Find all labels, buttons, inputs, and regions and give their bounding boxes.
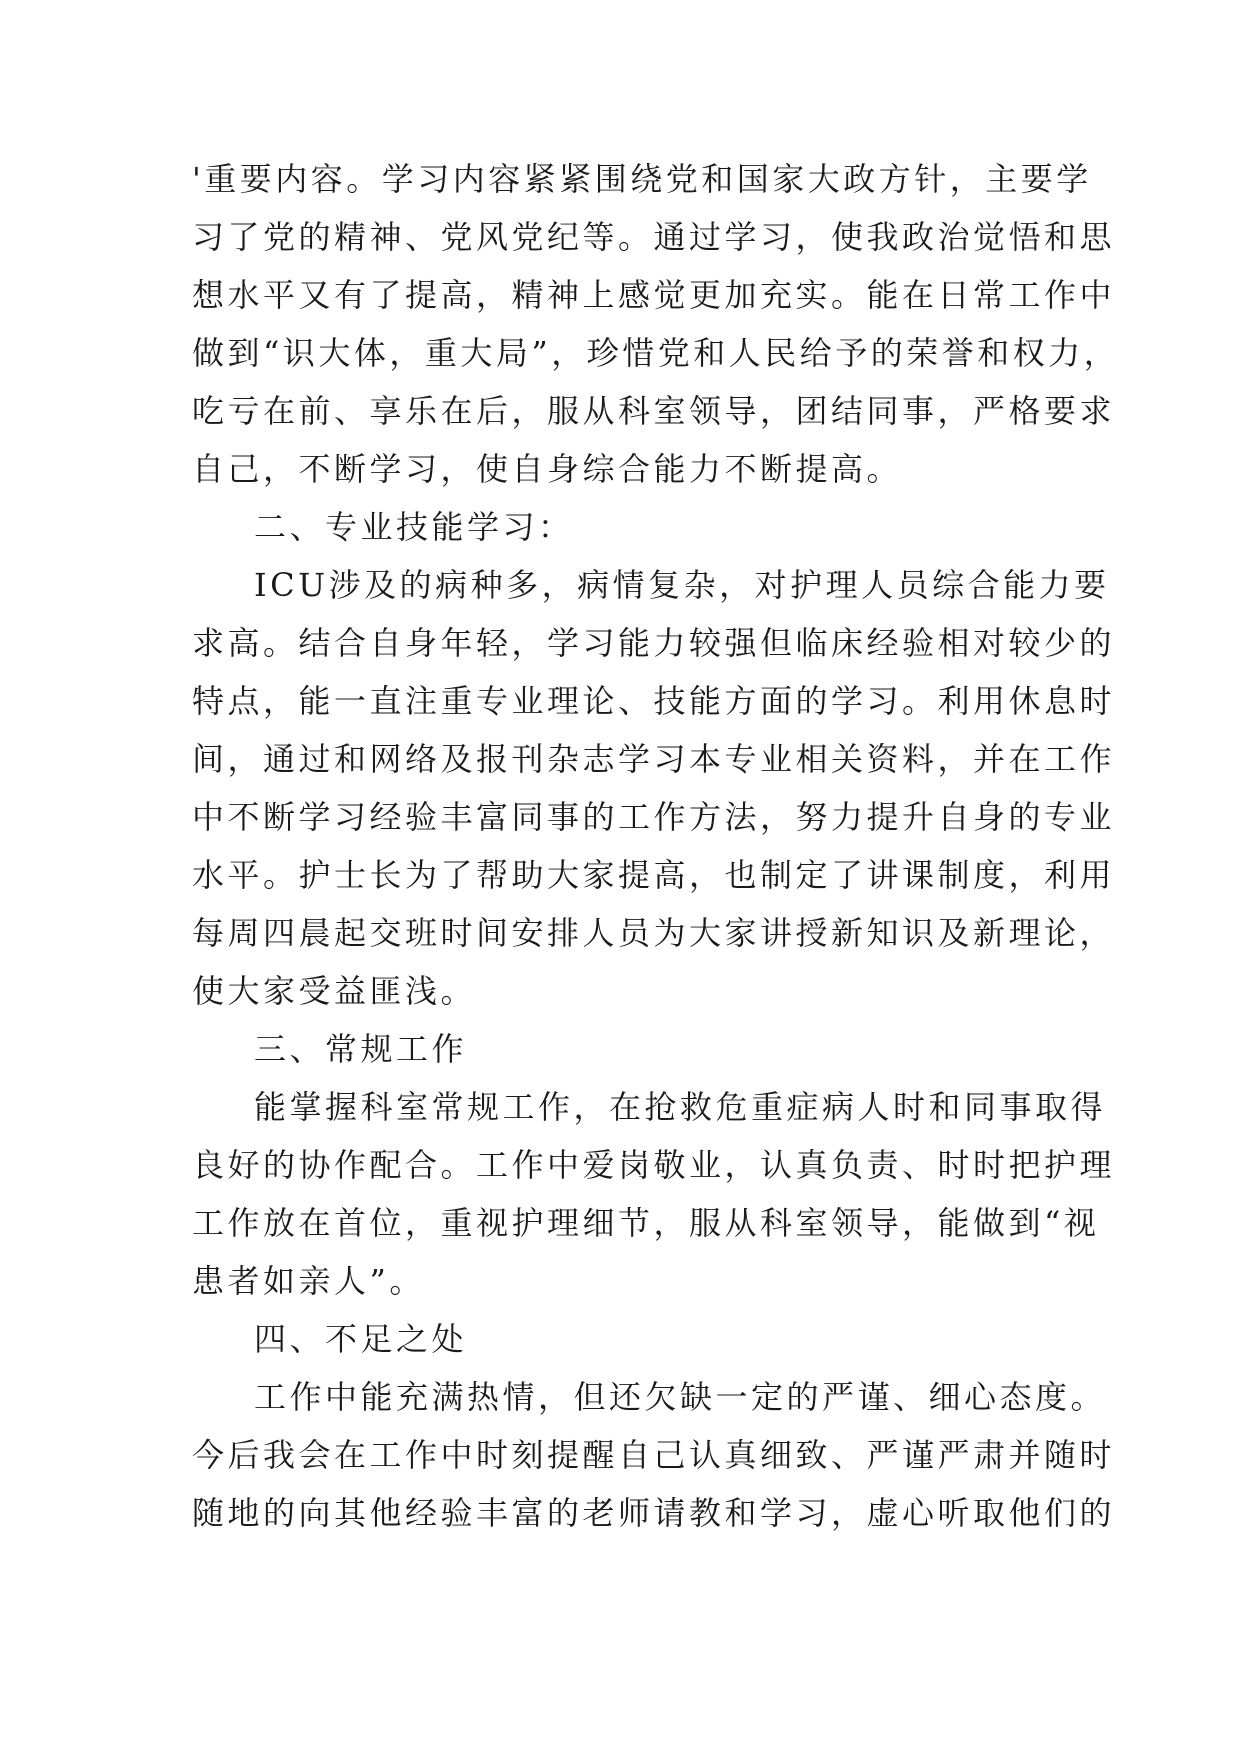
- text-line: 自己，不断学习，使自身综合能力不断提高。: [192, 450, 903, 488]
- text-line: 每周四晨起交班时间安排人员为大家讲授新知识及新理论，: [192, 914, 1116, 952]
- text-line: 吃亏在前、享乐在后，服从科室领导，团结同事，严格要求: [192, 392, 1116, 430]
- text-line: 能掌握科室常规工作，在抢救危重症病人时和同事取得: [254, 1088, 1107, 1126]
- text-line: 今后我会在工作中时刻提醒自己认真细致、严谨严肃并随时: [192, 1436, 1116, 1474]
- text-line: '重要内容。学习内容紧紧围绕党和国家大政方针，主要学: [192, 160, 1092, 198]
- text-line: 工作中能充满热情，但还欠缺一定的严谨、细心态度。: [254, 1378, 1107, 1416]
- text-line: 想水平又有了提高，精神上感觉更加充实。能在日常工作中: [192, 276, 1116, 314]
- text-line: 良好的协作配合。工作中爱岗敬业，认真负责、时时把护理: [192, 1146, 1116, 1184]
- section-heading: 二、专业技能学习：: [254, 508, 574, 546]
- text-line: 工作放在首位，重视护理细节，服从科室领导，能做到“视: [192, 1204, 1100, 1242]
- text-line: 间，通过和网络及报刊杂志学习本专业相关资料，并在工作: [192, 740, 1116, 778]
- text-line: 习了党的精神、党风党纪等。通过学习，使我政治觉悟和思: [192, 218, 1116, 256]
- text-line: 求高。结合自身年轻，学习能力较强但临床经验相对较少的: [192, 624, 1116, 662]
- text-line: 使大家受益匪浅。: [192, 972, 477, 1010]
- text-line: 患者如亲人”。: [192, 1262, 425, 1300]
- text-line: ICU涉及的病种多，病情复杂，对护理人员综合能力要: [254, 566, 1110, 604]
- section-heading: 四、不足之处: [254, 1320, 468, 1358]
- text-line: 特点，能一直注重专业理论、技能方面的学习。利用休息时: [192, 682, 1116, 720]
- text-line: 水平。护士长为了帮助大家提高，也制定了讲课制度，利用: [192, 856, 1116, 894]
- text-line: 随地的向其他经验丰富的老师请教和学习，虚心听取他们的: [192, 1494, 1116, 1532]
- text-line: 做到“识大体，重大局”，珍惜党和人民给予的荣誉和权力，: [192, 334, 1120, 372]
- text-line: 中不断学习经验丰富同事的工作方法，努力提升自身的专业: [192, 798, 1116, 836]
- section-heading: 三、常规工作: [254, 1030, 468, 1068]
